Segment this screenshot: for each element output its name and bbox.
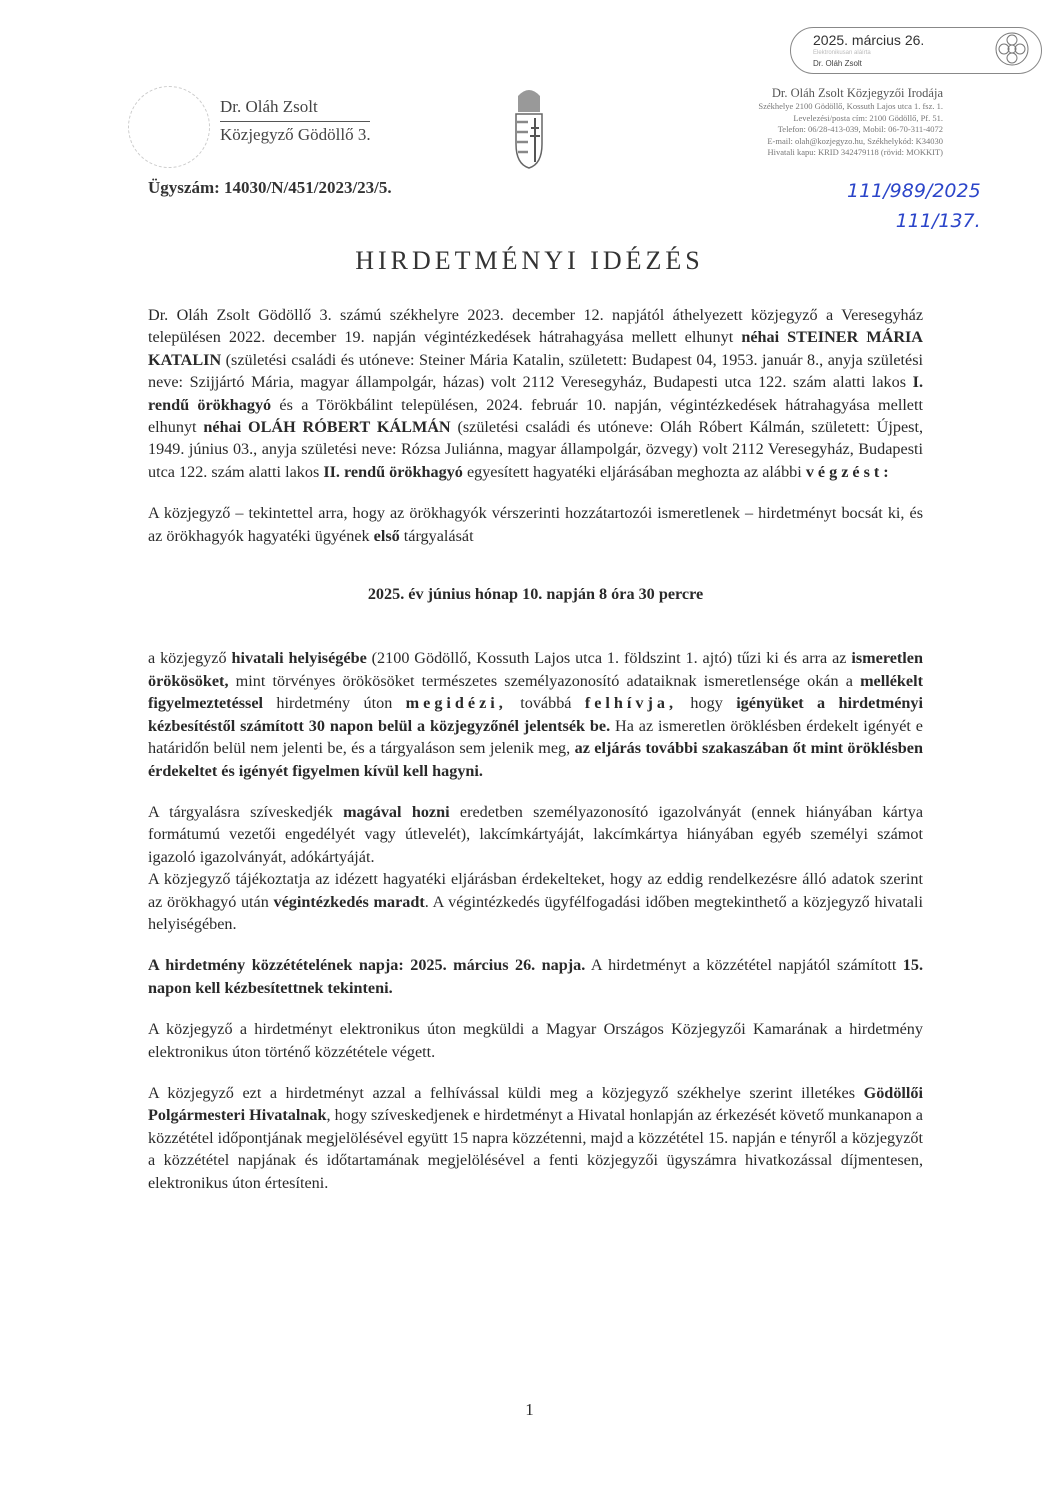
paragraph-text: A hirdetményt a közzététel napjától számított: [585, 956, 903, 975]
office-address-block: [758, 86, 943, 159]
paragraph-text: 2025. év június hónap 10. napján 8 óra 30 percre: [367, 585, 704, 604]
notary-seal-watermark: [128, 86, 210, 168]
emphasized-text: néhai OLÁH RÓBERT KÁLMÁN: [203, 418, 451, 437]
paragraph-text: eredetben személyazonosító igazolványát (ennek hiányában kártya formátumú vezetői engedélyét vagy útlevelét), lakcímkártyáját, lakcímkártya hiányában egyéb személyi számot igazoló igazolványát, adókártyáját.: [148, 802, 924, 866]
paragraph-text: hogy: [677, 694, 737, 713]
letterhead-title: Közjegyző Gödöllő 3.: [220, 125, 371, 144]
letterhead-name: Dr. Oláh Zsolt: [220, 97, 318, 116]
emphasized-text: magával hozni: [343, 802, 450, 821]
paragraph-text: (születési családi és utóneve: Steiner Mária Katalin, született: Budapest 04, 1953. január 8., anyja születési neve: Szijjártó Mária, magyar állampolgár, házas) volt 2112 Veresegyház, Budapesti utca 122. szám alatti lakos: [148, 350, 923, 392]
body-paragraph: [148, 954, 923, 999]
paragraph-text: A közjegyző tájékoztatja az idézett hagyatéki eljárásban érdekelteket, hogy az eddig rendelkezésre álló adatok szerint az örökhagyó után: [148, 870, 923, 911]
emphasized-text: igényüket a hirdetményi kézbesítéstől számított 30 napon belül a közjegyzőnél jelentsék be.: [148, 694, 924, 735]
emphasized-text: 15. napon kell kézbesítettnek tekinteni.: [148, 956, 923, 997]
paragraph-text: továbbá: [506, 694, 585, 713]
paragraph-text: hirdetmény úton: [263, 694, 406, 713]
case-number: Ügyszám: 14030/N/451/2023/23/5.: [148, 178, 392, 197]
handwritten-reference: [847, 176, 981, 236]
paragraph-text: Dr. Oláh Zsolt Gödöllő 3. számú székhelyre 2023. december 12. napjától áthelyezett közjegyző a Veresegyház településen 2022. december 19. napján végintézkedések hátrahagyása mellett elhunyt: [148, 306, 923, 347]
body-paragraph: [148, 647, 923, 781]
office-line: Levelezési/posta cím: 2100 Gödöllő, Pf. 51.: [793, 112, 943, 123]
emphasized-text: I. rendű örökhagyó: [148, 373, 923, 414]
paragraph-text: egyesített hagyatéki eljárásában meghozta az alábbi: [462, 462, 806, 481]
letterhead-divider: [220, 121, 370, 122]
office-title: Dr. Oláh Zsolt Közjegyzői Irodája: [771, 86, 943, 100]
paragraph-text: mint törvényes örökösöket természetes személyazonosító adataiknak ismeretlensége okán a: [228, 671, 861, 690]
office-line: Székhelye 2100 Gödöllő, Kossuth Lajos utca 1. fsz. 1.: [758, 101, 943, 111]
body-paragraph: [148, 304, 923, 483]
electronic-signature-stamp: [790, 27, 1042, 74]
emphasized-text: Gödöllői Polgármesteri Hivatalnak: [148, 1083, 923, 1125]
office-line: E-mail: olah@kozjegyzo.hu, Székhelykód: K34030: [767, 135, 943, 146]
body-paragraph: [148, 502, 923, 547]
paragraph-text: , hogy szíveskedjenek e hirdetményt a Hivatal honlapján az érkezését követő munkanapon a közzététel időpontjának megjelölésével együtt 15 napra közzétenni, majd a közzététel 15. napján e tényről a közjegyzőt a közzététel napjának és időtartamának megjelölésével a fenti közjegyzői ügyszámra hivatkozással díjmentesen, elektronikus úton értesíteni.: [148, 1106, 923, 1192]
emphasized-text: az eljárás további szakaszában őt mint öröklésben érdekeltet és igényét figyelmen kívül kell hagyni.: [148, 739, 923, 780]
emphasized-text: mellékelt figyelmeztetéssel: [148, 671, 923, 713]
emphasized-text: első: [373, 526, 400, 545]
office-line: Telefon: 06/28-413-039, Mobil: 06-70-311-4072: [777, 124, 943, 134]
paragraph-text: (születési családi és utóneve: Oláh Róbert Kálmán, született: Újpest, 1949. június 03., anyja születési neve: Rózsa Juliánna, magyar állampolgár, özvegy) volt 2112 Veresegyház, Budapesti utca 122. szám alatti lakos: [148, 418, 923, 481]
paragraph-text: A tárgyalásra szíveskedjék: [148, 802, 344, 821]
signature-seal-icon: [993, 30, 1031, 68]
paragraph-text: és a Törökbálint településen, 2024. február 10. napján, végintézkedések hátrahagyása mellett elhunyt: [148, 395, 923, 437]
emphasized-text: hivatali helyiségébe: [231, 649, 367, 668]
hungarian-coat-of-arms-icon: [512, 86, 546, 170]
paragraph-text: A közjegyző ezt a hirdetményt azzal a felhívással küldi meg a közjegyző székhelye szerint illetékes: [148, 1083, 864, 1102]
paragraph-text: a közjegyző: [148, 649, 232, 668]
body-paragraph: [148, 868, 923, 935]
emphasized-text: ismeretlen örökösöket,: [148, 649, 923, 690]
document-body: [148, 304, 923, 1213]
body-paragraph: [148, 1018, 923, 1063]
stamp-signer: Dr. Oláh Zsolt: [813, 59, 862, 68]
handwritten-line: 111/137.: [895, 210, 981, 232]
stamp-date: 2025. március 26.: [813, 32, 925, 48]
emphasized-text: felhívja,: [584, 694, 678, 713]
emphasized-text: végzést:: [805, 462, 893, 481]
document-title: HIRDETMÉNYI IDÉZÉS: [355, 246, 704, 275]
paragraph-text: Ha az ismeretlen öröklésben érdekelt igényét e határidőn belül nem jelenti be, és a tárgyaláson sem jelenik meg,: [148, 716, 923, 758]
paragraph-text: A közjegyző – tekintettel arra, hogy az örökhagyók vérszerinti hozzátartozói ismeretlenek – hirdetményt bocsát ki, és az örökhagyók hagyatéki ügyének: [148, 504, 923, 545]
emphasized-text: végintézkedés maradt: [273, 892, 425, 911]
emphasized-text: A hirdetmény közzétételének napja: 2025. március 26. napja.: [148, 956, 586, 975]
emphasized-text: megidézi,: [405, 694, 507, 713]
emphasized-text: néhai STEINER MÁRIA KATALIN: [148, 328, 923, 369]
body-paragraph: [148, 1082, 923, 1194]
office-line: Hivatali kapu: KRID 342479118 (rövid: MOKKIT): [767, 147, 943, 157]
stamp-subtitle: Elektronikusan aláírta: [813, 50, 871, 56]
body-paragraph: [148, 801, 923, 868]
handwritten-line: 111/989/2025: [847, 180, 981, 202]
paragraph-text: tárgyalását: [399, 526, 474, 545]
emphasized-text: II. rendű örökhagyó: [323, 462, 463, 481]
paragraph-text: (2100 Gödöllő, Kossuth Lajos utca 1. földszint 1. ajtó) tűzi ki és arra az: [366, 649, 852, 668]
page-number: 1: [525, 1400, 534, 1419]
paragraph-text: A közjegyző a hirdetményt elektronikus úton megküldi a Magyar Országos Közjegyzői Kamarának a hirdetmény elektronikus úton történő közzététele végett.: [148, 1020, 923, 1061]
paragraph-text: . A végintézkedés ügyfélfogadási időben megtekinthető a közjegyző hivatali helyiségében.: [148, 892, 923, 933]
hearing-date: [148, 583, 923, 605]
